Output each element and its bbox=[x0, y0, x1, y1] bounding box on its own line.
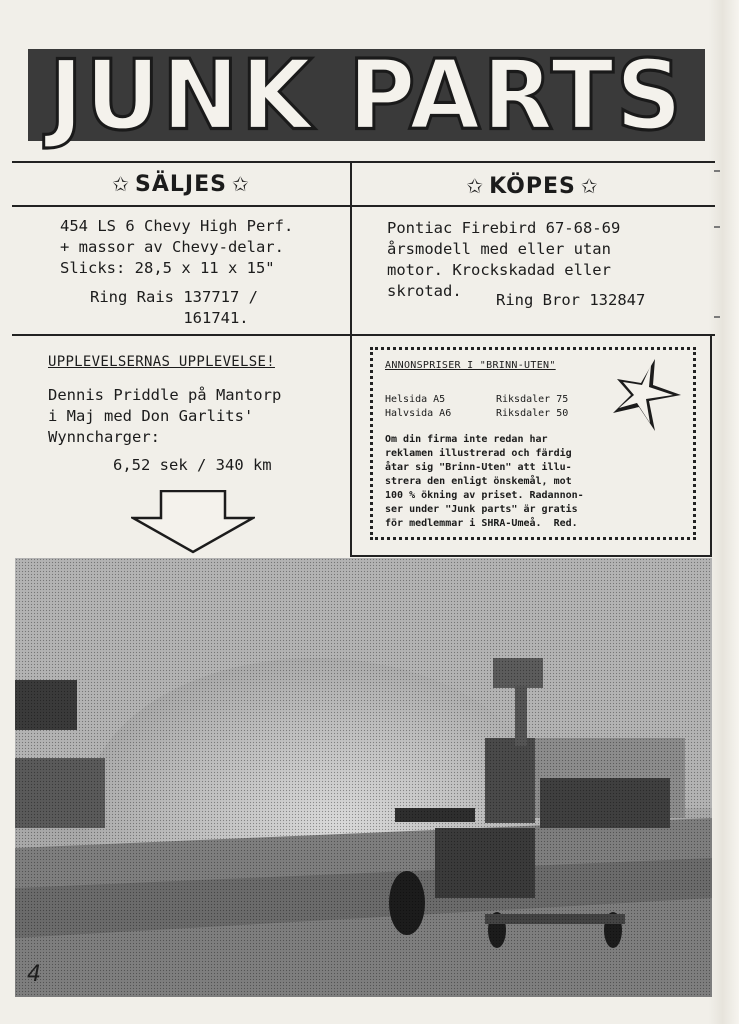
rule-price-right bbox=[710, 336, 712, 557]
lead-title: UPPLEVELSERNAS UPPLEVELSE! bbox=[48, 354, 275, 370]
star-burst-icon bbox=[609, 355, 685, 435]
page-edge bbox=[709, 0, 739, 1024]
saljes-label: SÄLJES bbox=[135, 171, 227, 197]
kopes-heading bbox=[352, 165, 713, 207]
buy-ad-contact: Ring Bror 132847 bbox=[496, 291, 646, 309]
sell-ad-text: 454 LS 6 Chevy High Perf. + massor av Chevy-delar. Slicks: 28,5 x 11 x 15" bbox=[60, 217, 294, 277]
rule-column-divider bbox=[350, 161, 352, 557]
page-number: 4 bbox=[27, 962, 41, 987]
banner-title: JUNK PARTS bbox=[48, 38, 685, 152]
price-size: Helsida A5 bbox=[385, 394, 446, 405]
star-icon: ✩ bbox=[466, 174, 485, 198]
price-body: Om din firma inte redan har reklamen illustrerad och färdig åtar sig "Brinn-Uten" att illu- strera den enligt önskemål, mot 100 % ökning av priset. Radannon- ser under "Junk parts" är gratis för medlemmar i SHRA-Umeå. Red. bbox=[385, 434, 584, 529]
rule-price-bottom bbox=[350, 555, 712, 557]
junk-parts-banner bbox=[28, 38, 705, 152]
buy-ad-text: Pontiac Firebird 67-68-69 årsmodell med eller utan motor. Krockskadad eller skrotad. bbox=[387, 219, 621, 300]
down-arrow-icon bbox=[131, 490, 255, 554]
price-amount: Riksdaler 75 bbox=[496, 394, 569, 405]
lead-body: Dennis Priddle på Mantorp i Maj med Don Garlits' Wynncharger: bbox=[48, 386, 282, 446]
lead-time: 6,52 sek / 340 km bbox=[113, 456, 272, 474]
price-amount: Riksdaler 50 bbox=[496, 408, 569, 419]
kopes-label: KÖPES bbox=[489, 173, 576, 199]
margin-mark bbox=[714, 170, 720, 172]
rule-ads-bottom bbox=[12, 334, 715, 336]
dragster-photo bbox=[15, 558, 712, 997]
star-icon: ✩ bbox=[112, 172, 131, 196]
sell-ad-contact: Ring Rais 137717 / 161741. bbox=[90, 288, 258, 327]
price-heading: ANNONSPRISER I "BRINN-UTEN" bbox=[385, 360, 556, 371]
saljes-heading bbox=[12, 163, 350, 205]
margin-mark bbox=[714, 226, 720, 228]
price-size: Halvsida A6 bbox=[385, 408, 452, 419]
star-icon: ✩ bbox=[231, 172, 250, 196]
star-icon: ✩ bbox=[580, 174, 599, 198]
margin-mark bbox=[714, 316, 720, 318]
